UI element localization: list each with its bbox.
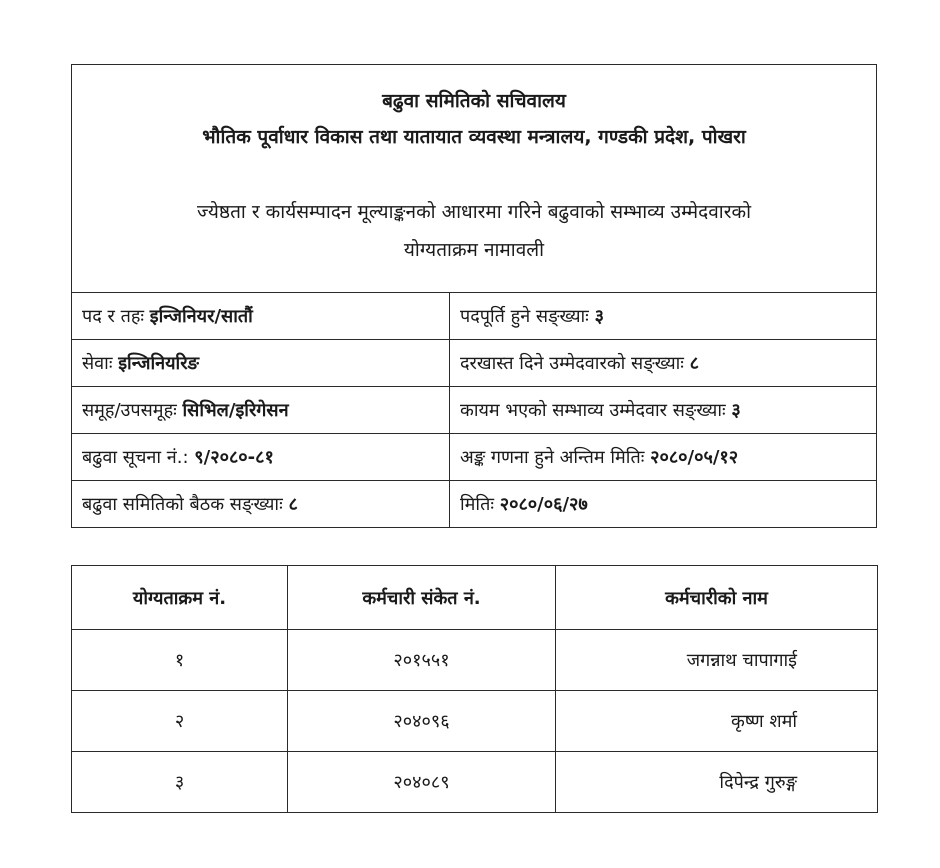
list-subtitle-line2: योग्यताक्रम नामावली bbox=[403, 239, 545, 261]
post-label: पद र तहः bbox=[82, 306, 145, 327]
table-row bbox=[72, 752, 878, 813]
info-table bbox=[71, 292, 877, 528]
header-name: कर्मचारीको नाम bbox=[556, 566, 878, 630]
list-header-row bbox=[72, 566, 878, 630]
eligible-cell bbox=[450, 387, 877, 434]
eligible-value: ३ bbox=[731, 400, 741, 421]
list-subtitle-line1: ज्येष्ठता र कार्यसम्पादन मूल्याङ्कनको आधारमा गरिने बढुवाको सम्भाव्य उम्मेदवारको bbox=[197, 201, 751, 223]
applicants-value: ८ bbox=[689, 353, 700, 374]
score-date-value: २०८०/०५/१२ bbox=[650, 447, 739, 468]
service-label: सेवाः bbox=[82, 353, 113, 374]
header-code: कर्मचारी संकेत नं. bbox=[288, 566, 556, 630]
group-label: समूह/उपसमूहः bbox=[82, 400, 177, 421]
info-row-notice bbox=[72, 434, 877, 481]
group-value: सिभिल/इरिगेसन bbox=[182, 400, 289, 421]
meeting-cell bbox=[72, 481, 450, 528]
info-row-group bbox=[72, 387, 877, 434]
post-cell bbox=[72, 293, 450, 340]
post-value: इन्जिनियर/सातौं bbox=[149, 306, 253, 327]
info-row-post bbox=[72, 293, 877, 340]
service-value: इन्जिनियरिङ bbox=[118, 353, 200, 374]
eligible-label: कायम भएको सम्भाव्य उम्मेदवार सङ्ख्याः bbox=[460, 400, 726, 421]
rank-cell: १ bbox=[72, 630, 288, 691]
header-box bbox=[71, 64, 877, 292]
table-row bbox=[72, 630, 878, 691]
table-row bbox=[72, 691, 878, 752]
ministry-title: भौतिक पूर्वाधार विकास तथा यातायात व्यवस्था मन्त्रालय, गण्डकी प्रदेश, पोखरा bbox=[202, 126, 746, 148]
code-cell: २०१५५१ bbox=[288, 630, 556, 691]
notice-value: ९/२०८०-८१ bbox=[194, 447, 274, 468]
rank-cell: ३ bbox=[72, 752, 288, 813]
date-value: २०८०/०६/२७ bbox=[499, 494, 588, 515]
name-cell: दिपेन्द्र गुरुङ्ग bbox=[556, 752, 878, 813]
meeting-label: बढुवा समितिको बैठक सङ्ख्याः bbox=[82, 494, 283, 515]
applicants-cell bbox=[450, 340, 877, 387]
score-date-cell bbox=[450, 434, 877, 481]
code-cell: २०४०८९ bbox=[288, 752, 556, 813]
vacancy-cell bbox=[450, 293, 877, 340]
name-cell: जगन्नाथ चापागाई bbox=[556, 630, 878, 691]
meeting-value: ८ bbox=[288, 494, 298, 515]
info-row-meeting bbox=[72, 481, 877, 528]
score-date-label: अङ्क गणना हुने अन्तिम मितिः bbox=[460, 447, 645, 468]
notice-label: बढुवा सूचना नं.: bbox=[82, 447, 189, 468]
date-cell bbox=[450, 481, 877, 528]
rank-cell: २ bbox=[72, 691, 288, 752]
service-cell bbox=[72, 340, 450, 387]
secretariat-title: बढुवा समितिको सचिवालय bbox=[382, 90, 566, 112]
date-label: मितिः bbox=[460, 494, 494, 515]
vacancy-label: पदपूर्ति हुने सङ्ख्याः bbox=[460, 306, 589, 327]
group-cell bbox=[72, 387, 450, 434]
candidate-list-table bbox=[71, 565, 878, 813]
vacancy-value: ३ bbox=[594, 306, 604, 327]
name-cell: कृष्ण शर्मा bbox=[556, 691, 878, 752]
code-cell: २०४०९६ bbox=[288, 691, 556, 752]
applicants-label: दरखास्त दिने उम्मेदवारको सङ्ख्याः bbox=[460, 353, 684, 374]
header-rank: योग्यताक्रम नं. bbox=[72, 566, 288, 630]
notice-cell bbox=[72, 434, 450, 481]
info-row-service bbox=[72, 340, 877, 387]
